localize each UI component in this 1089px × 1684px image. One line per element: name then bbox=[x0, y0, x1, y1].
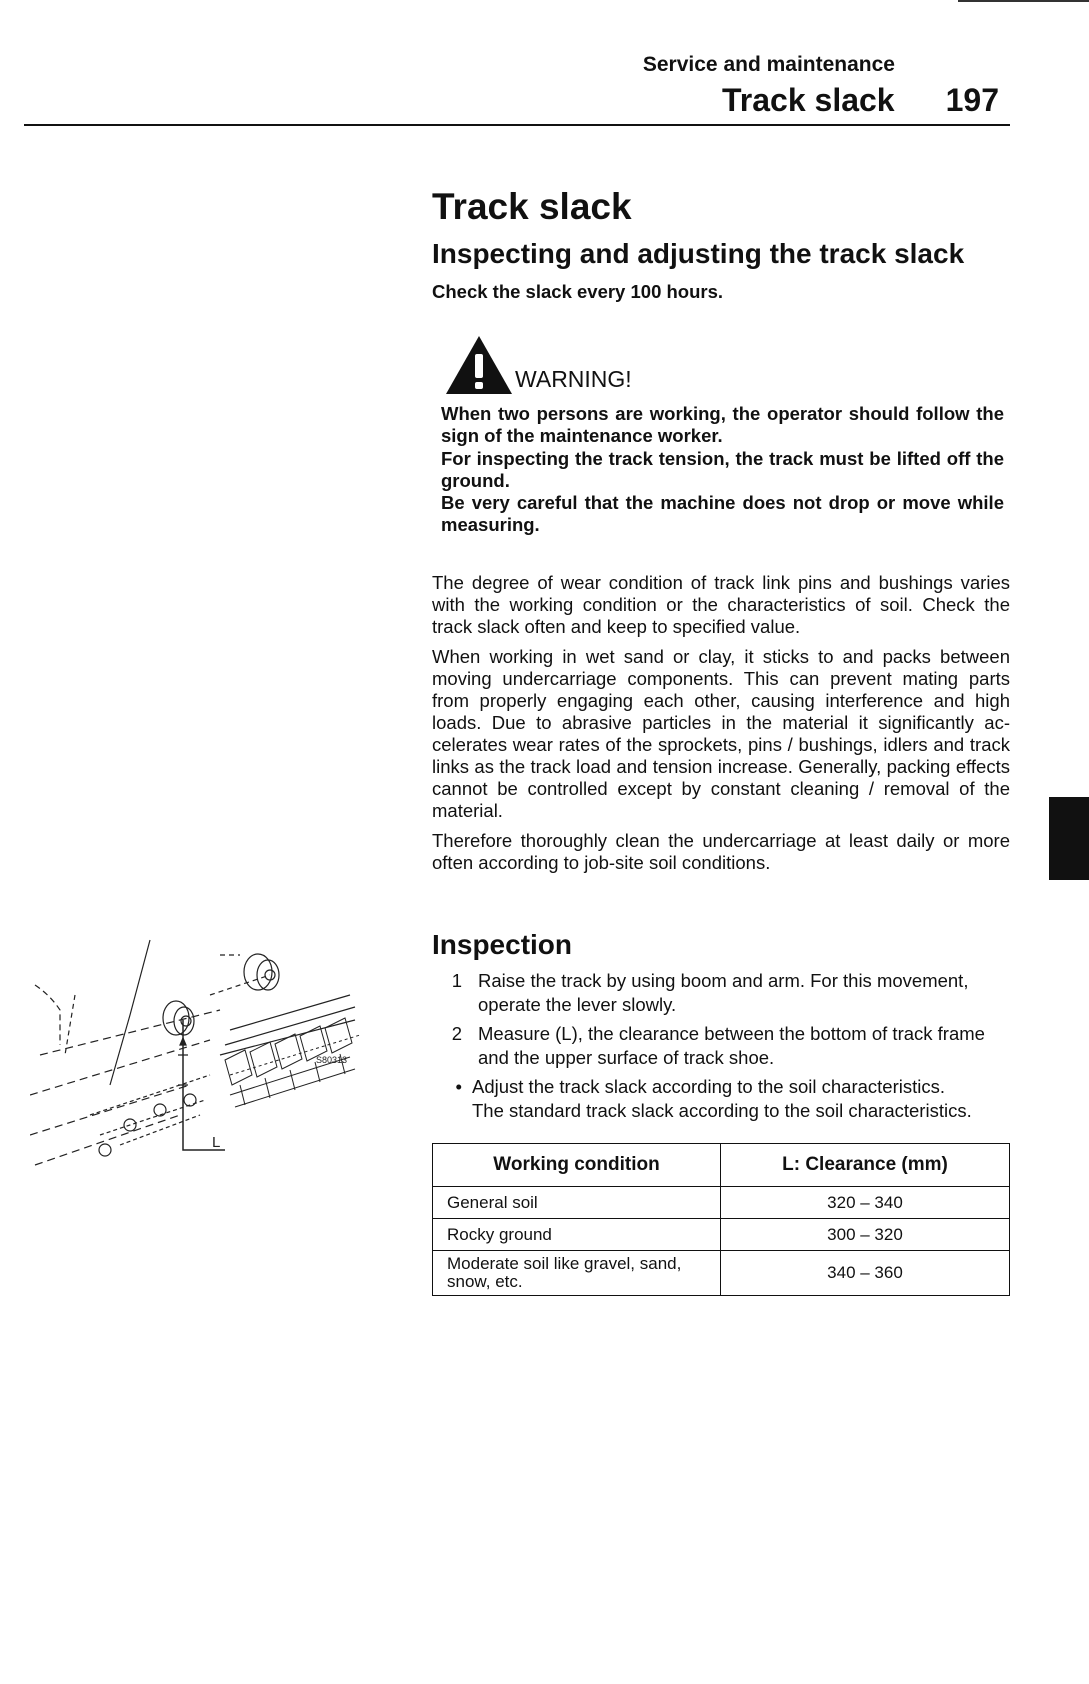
condition-cell: Rocky ground bbox=[433, 1219, 721, 1251]
condition-cell: General soil bbox=[433, 1187, 721, 1219]
body-paragraph: When working in wet sand or clay, it sticks to and packs between moving undercarriage components. This can prevent mating parts from properly engaging each other, causing interference and high loads. Due to abrasive particles in the material it significantly accelerates wear rates of the sprockets, pins / bushings, idlers and track links as the track load and tension increase. Generally, packing effects cannot be controlled except by constant cleaning / removal of the material. bbox=[432, 646, 1010, 821]
body-text bbox=[432, 572, 1010, 882]
header-chapter-title: Track slack bbox=[722, 82, 895, 118]
inspection-title: Inspection bbox=[432, 929, 573, 960]
top-edge-rule bbox=[958, 0, 1089, 2]
list-item bbox=[432, 969, 1010, 1017]
body-paragraph: Therefore thoroughly clean the undercarriage at least daily or more often according to job-site soil conditions. bbox=[432, 830, 1010, 873]
clearance-cell: 340 – 360 bbox=[721, 1251, 1010, 1296]
bullet-line: Adjust the track slack according to the soil characteristics. bbox=[472, 1076, 945, 1097]
list-item bbox=[432, 1075, 1010, 1123]
body-paragraph: The degree of wear condition of track link pins and bushings varies with the working condition or the characteristics of soil. Check the track slack often and keep to specified value. bbox=[432, 572, 1010, 637]
figure-id: S80313 bbox=[316, 1055, 348, 1065]
inspection-steps bbox=[432, 969, 1010, 1128]
clearance-cell: 300 – 320 bbox=[721, 1219, 1010, 1251]
header-rule bbox=[24, 124, 1010, 126]
table-row bbox=[433, 1219, 1010, 1251]
warning-title: WARNING! bbox=[515, 366, 632, 392]
interval-note: Check the slack every 100 hours. bbox=[432, 281, 724, 302]
warning-line: For inspecting the track tension, the track must be lifted off the ground. bbox=[441, 447, 1004, 491]
track-illustration bbox=[30, 935, 380, 1205]
warning-text bbox=[441, 403, 1004, 537]
table-header-row bbox=[433, 1144, 1010, 1187]
warning-triangle-icon bbox=[444, 334, 514, 396]
condition-cell: Moderate soil like gravel, sand, snow, etc. bbox=[433, 1251, 721, 1296]
dimension-label: L bbox=[212, 1134, 221, 1151]
bullet-marker: • bbox=[455, 1076, 462, 1097]
step-number: 1 bbox=[451, 970, 462, 991]
step-text: Raise the track by using boom and arm. For this movement, operate the lever slowly. bbox=[478, 970, 969, 1015]
column-header: L: Clearance (mm) bbox=[721, 1144, 1010, 1187]
bullet-line: The standard track slack according to the soil characteristics. bbox=[472, 1100, 972, 1121]
list-item bbox=[432, 1022, 1010, 1070]
warning-line: Be very careful that the machine does not drop or move while measuring. bbox=[441, 492, 1004, 536]
thumb-tab-marker bbox=[1049, 797, 1089, 880]
column-header: Working condition bbox=[433, 1144, 721, 1187]
step-number: 2 bbox=[451, 1023, 462, 1044]
page-number: 197 bbox=[945, 82, 999, 118]
step-text: Measure (L), the clearance between the bottom of track frame and the upper surface of track shoe. bbox=[478, 1023, 985, 1068]
table-row bbox=[433, 1251, 1010, 1296]
clearance-table bbox=[432, 1143, 1010, 1296]
table-row bbox=[433, 1187, 1010, 1219]
page-title: Track slack bbox=[432, 186, 632, 227]
clearance-cell: 320 – 340 bbox=[721, 1187, 1010, 1219]
warning-line: When two persons are working, the operator should follow the sign of the maintenance worker. bbox=[441, 403, 1004, 447]
header-section-name: Service and maintenance bbox=[642, 53, 895, 76]
section-subtitle: Inspecting and adjusting the track slack bbox=[432, 238, 965, 269]
bullet-text bbox=[472, 1075, 1010, 1123]
